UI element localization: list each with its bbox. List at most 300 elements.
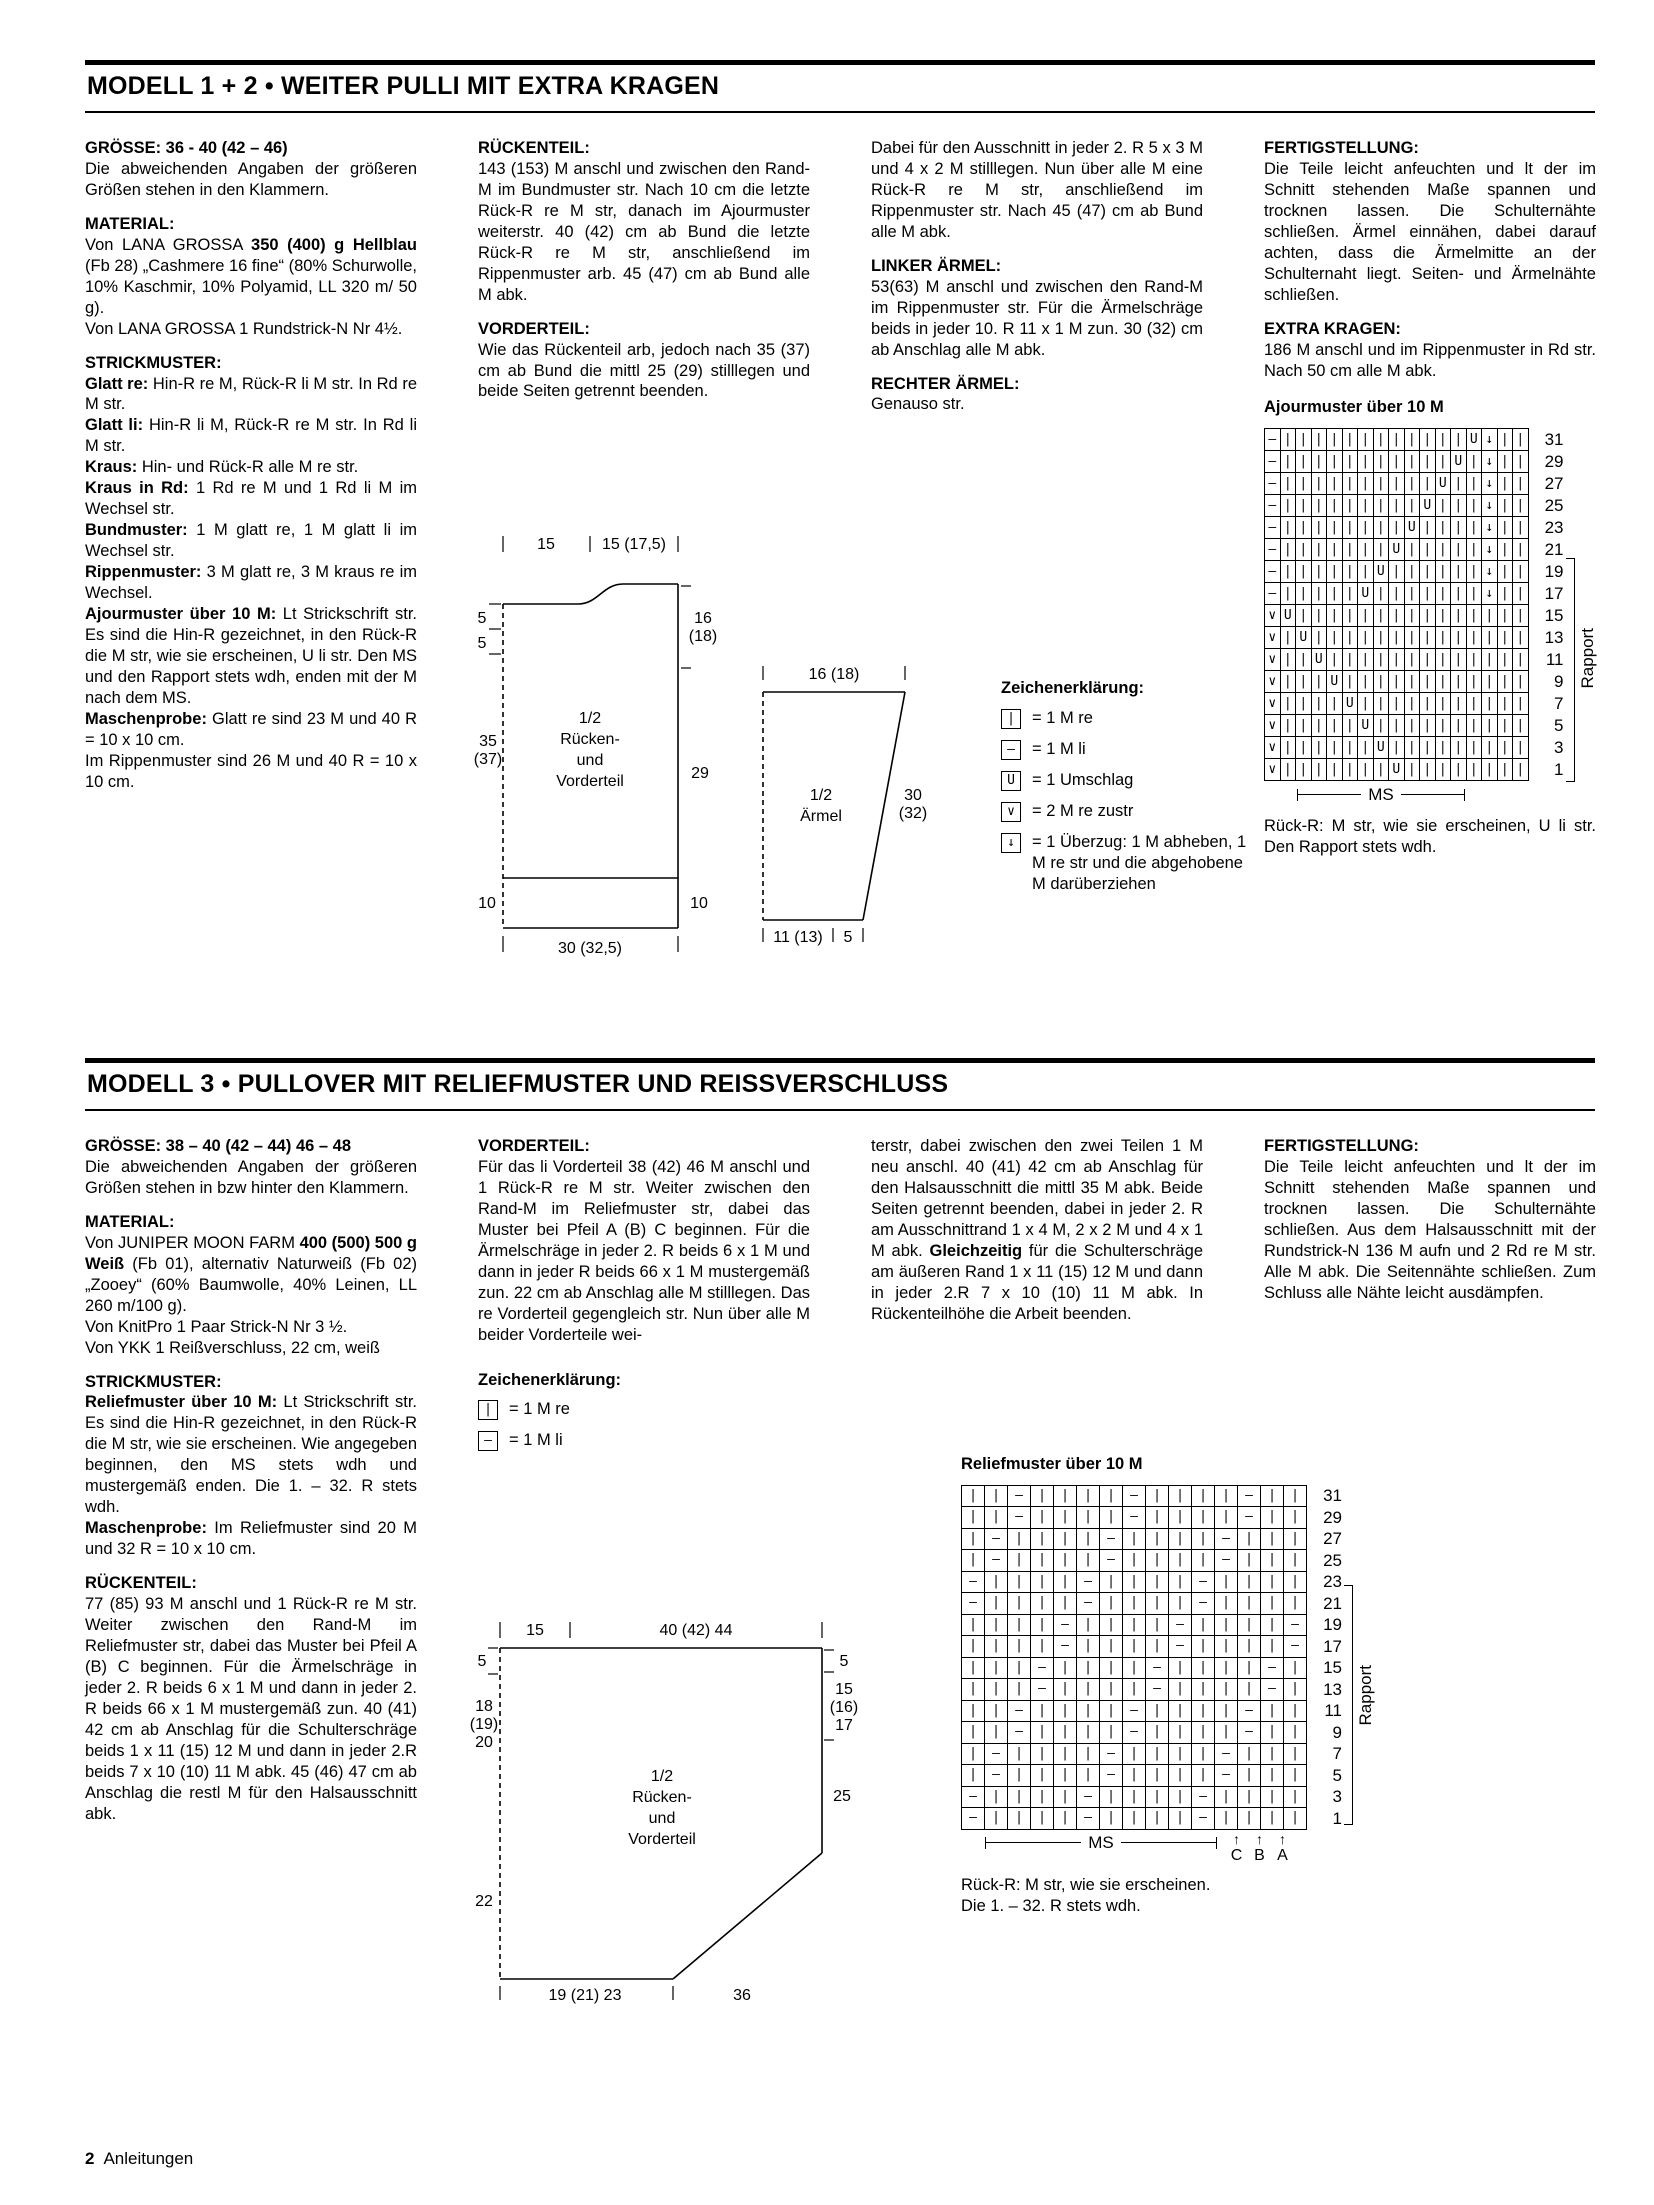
svg-text:Vorderteil: Vorderteil	[628, 1831, 696, 1848]
pattern-item: Maschenprobe: Im Reliefmuster sind 20 M und 32 R = 10 x 10 cm.	[85, 1519, 417, 1559]
chart-row-number: 25	[1323, 1550, 1342, 1570]
measure-left-low: 22	[475, 1893, 493, 1910]
chart-cell: |	[1283, 1657, 1307, 1680]
chart-row	[1264, 516, 1564, 539]
chart-cell: |	[1076, 1678, 1100, 1701]
chart-cell: |	[1481, 736, 1498, 759]
chart-row-number: 19	[1323, 1615, 1342, 1635]
chart-cell: |	[1122, 1571, 1146, 1594]
chart-cell: |	[961, 1743, 985, 1766]
chart-cell: U	[1388, 758, 1405, 781]
ms-bracket	[985, 1835, 1217, 1851]
size-start-arrows	[1225, 1832, 1294, 1865]
legend-item: – = 1 M li	[478, 1430, 810, 1451]
chart-cell: |	[1373, 648, 1390, 671]
ajour-chart	[1264, 428, 1596, 781]
chart-cell: |	[1030, 1614, 1054, 1637]
relief-chart	[961, 1485, 1391, 1830]
chart-cell: |	[1388, 714, 1405, 737]
chart-cell: |	[1512, 538, 1529, 561]
chart-cell: U	[1357, 714, 1374, 737]
chart-cell: |	[1280, 648, 1297, 671]
chart-cell: |	[1168, 1506, 1192, 1529]
chart-row-number: 7	[1554, 694, 1564, 714]
purl-stitch-symbol: –	[478, 1431, 498, 1451]
chart-cell: |	[1295, 494, 1312, 517]
knit2tog-symbol: ∨	[1001, 802, 1021, 822]
chart-cell: |	[1214, 1571, 1238, 1594]
chart-cell: |	[1283, 1528, 1307, 1551]
chart-cell: –	[1007, 1506, 1031, 1529]
chart-cell: |	[961, 1614, 985, 1637]
chart-row	[961, 1506, 1342, 1529]
chart-cell: |	[1283, 1506, 1307, 1529]
chart-cell: |	[1122, 1592, 1146, 1615]
chart-cell: |	[1295, 472, 1312, 495]
chart-cell: |	[1007, 1786, 1031, 1809]
chart-cell: –	[1264, 494, 1281, 517]
chart-cell: |	[1076, 1700, 1100, 1723]
ms-label: MS	[1368, 784, 1394, 804]
chart-cell: |	[1168, 1549, 1192, 1572]
chart-cell: |	[1260, 1743, 1284, 1766]
chart-row	[1264, 714, 1564, 737]
chart-cell: |	[1311, 604, 1328, 627]
chart-row-number: 9	[1554, 672, 1564, 692]
chart-cell: –	[1099, 1743, 1123, 1766]
svg-text:1/2: 1/2	[809, 787, 833, 804]
chart-cell: |	[1497, 604, 1514, 627]
chart-cell: ∨	[1264, 692, 1281, 715]
chart-cell: |	[1122, 1614, 1146, 1637]
chart-cell: |	[1466, 670, 1483, 693]
chart-cell: |	[1326, 450, 1343, 473]
start-arrow-a: ↑ A	[1277, 1830, 1288, 1865]
measure-right-upper-2: (18)	[688, 628, 718, 645]
chart-row-number: 1	[1554, 760, 1564, 780]
measure-left-2: (37)	[473, 751, 503, 768]
chart-cell: |	[1497, 758, 1514, 781]
chart-row-number: 31	[1323, 1486, 1342, 1506]
chart-cell: |	[1191, 1506, 1215, 1529]
chart-cell: |	[1357, 604, 1374, 627]
chart-cell: |	[1283, 1700, 1307, 1723]
chart-cell: –	[1122, 1721, 1146, 1744]
chart-cell: |	[1099, 1635, 1123, 1658]
chart-cell: |	[1466, 582, 1483, 605]
chart-cell: –	[1260, 1678, 1284, 1701]
legend-item: ∨ = 2 M re zustr	[1001, 801, 1259, 822]
chart-row-number: 23	[1323, 1572, 1342, 1592]
chart-cell: –	[1237, 1506, 1261, 1529]
chart-row	[1264, 670, 1564, 693]
chart-cell: |	[1237, 1635, 1261, 1658]
chart-cell: |	[1053, 1592, 1077, 1615]
chart-row	[1264, 692, 1564, 715]
chart-cell: |	[1283, 1592, 1307, 1615]
chart-cell: |	[1053, 1506, 1077, 1529]
svg-text:Rücken-: Rücken-	[632, 1789, 692, 1806]
chart-cell: |	[1512, 758, 1529, 781]
section-model-3	[85, 1058, 1595, 2078]
chart-cell: –	[1264, 450, 1281, 473]
rapport-bracket	[1342, 1485, 1375, 1830]
measure-bottom-1: 11 (13)	[773, 929, 823, 946]
rechter-aermel-heading: RECHTER ÄRMEL:	[871, 374, 1020, 393]
chart-cell: ∨	[1264, 670, 1281, 693]
chart-cell: |	[1342, 560, 1359, 583]
chart-cell: |	[984, 1635, 1008, 1658]
chart-cell: |	[1466, 604, 1483, 627]
chart-cell: |	[1466, 472, 1483, 495]
chart-cell: |	[1214, 1657, 1238, 1680]
chart-cell: |	[1280, 626, 1297, 649]
measure-right-lower: 29	[691, 765, 709, 782]
chart-cell: |	[1512, 582, 1529, 605]
chart-cell: |	[1419, 516, 1436, 539]
measure-bottom-1: 19 (21) 23	[548, 1987, 622, 2004]
chart-cell: |	[1497, 736, 1514, 759]
chart-cell: |	[1007, 1635, 1031, 1658]
chart-cell: |	[1122, 1528, 1146, 1551]
chart-cell: |	[1357, 736, 1374, 759]
chart-cell: |	[1260, 1721, 1284, 1744]
chart-cell: |	[1311, 670, 1328, 693]
chart-cell: |	[1404, 494, 1421, 517]
chart-cell: |	[1404, 670, 1421, 693]
gauge-extra: Im Rippenmuster sind 26 M und 40 R = 10 x 10 cm.	[85, 751, 417, 791]
chart-cell: |	[1419, 692, 1436, 715]
chart-cell: |	[1404, 538, 1421, 561]
chart-cell: |	[1237, 1764, 1261, 1787]
chart-cell: |	[1326, 714, 1343, 737]
chart-row-number: 23	[1544, 518, 1564, 538]
chart-cell: –	[961, 1592, 985, 1615]
chart-cell: |	[1357, 428, 1374, 451]
chart-cell: |	[1388, 516, 1405, 539]
chart-cell: |	[1466, 450, 1483, 473]
ajour-chart-title: Ajourmuster über 10 M	[1264, 398, 1444, 417]
chart-row-number: 25	[1544, 496, 1564, 516]
chart-cell: |	[1145, 1549, 1169, 1572]
measure-bottom-2: 36	[733, 1987, 751, 2004]
chart-row	[1264, 582, 1564, 605]
chart-cell: U	[1280, 604, 1297, 627]
chart-cell: |	[1007, 1571, 1031, 1594]
chart-cell: |	[1388, 494, 1405, 517]
chart-cell: ↓	[1481, 538, 1498, 561]
chart-cell: |	[1280, 670, 1297, 693]
chart-cell: |	[1122, 1764, 1146, 1787]
chart-cell: –	[1099, 1764, 1123, 1787]
chart-cell: |	[1007, 1614, 1031, 1637]
chart-cell: |	[1099, 1592, 1123, 1615]
chart-cell: |	[1168, 1571, 1192, 1594]
chart-cell: ↓	[1481, 494, 1498, 517]
schematic-body-model12	[473, 528, 733, 963]
ms-bracket-line	[1121, 1842, 1217, 1843]
chart-cell: |	[1099, 1786, 1123, 1809]
chart-cell: |	[1373, 758, 1390, 781]
chart-cell: |	[1497, 516, 1514, 539]
chart-cell: |	[1122, 1743, 1146, 1766]
chart-cell: |	[1260, 1592, 1284, 1615]
chart-cell: U	[1466, 428, 1483, 451]
chart-cell: |	[1435, 626, 1452, 649]
up-arrow-icon: ↑	[1233, 1830, 1240, 1847]
legend-item: ↓ = 1 Überzug: 1 M abheben, 1 M re str und die abgehobene M darüberziehen	[1001, 832, 1259, 895]
chart-cell: |	[1373, 472, 1390, 495]
chart-cell: |	[1466, 516, 1483, 539]
chart-cell: |	[1419, 472, 1436, 495]
chart-cell: |	[1497, 538, 1514, 561]
measure-left-2: (19)	[470, 1716, 499, 1733]
chart-cell: U	[1311, 648, 1328, 671]
chart-cell: |	[1191, 1635, 1215, 1658]
vorderteil-text: Wie das Rückenteil arb, jedoch nach 35 (37) cm ab Bund die mittl 25 (29) stilllegen und beide Seiten getrennt beenden.	[478, 340, 810, 401]
chart-cell: |	[1280, 472, 1297, 495]
chart-cell: –	[1264, 428, 1281, 451]
chart-cell: ↓	[1481, 472, 1498, 495]
chart-cell: –	[1122, 1506, 1146, 1529]
chart-cell: |	[1280, 582, 1297, 605]
rueckenteil-text: 77 (85) 93 M anschl und 1 Rück-R re M str. Weiter zwischen den Rand-M im Reliefmuster str, dabei das Muster bei Pfeil A (B) C beginnen. Für die Ärmelschräge in jeder 2. R beids 6 x 1 M und dann in jeder 2. R beids 66 x 1 M mustergemäß zun. 40 (41) 42 cm ab Anschlag für die Schulterschräge beids 1 x 11 (15) 12 M und dann in jeder 2.R beids 7 x 10 (10) 11 M abk. 45 (46) 47 cm ab Anschlag die restl M für den Halsausschnitt abk.	[85, 1595, 417, 1823]
chart-cell: |	[1007, 1549, 1031, 1572]
chart-cell: |	[1030, 1743, 1054, 1766]
relief-chart-grid	[961, 1485, 1342, 1830]
measure-bottom: 30 (32,5)	[557, 940, 623, 957]
chart-cell: |	[1357, 626, 1374, 649]
chart-cell: |	[1512, 736, 1529, 759]
chart-cell: |	[1053, 1657, 1077, 1680]
chart-cell: –	[1122, 1700, 1146, 1723]
chart-cell: |	[1357, 494, 1374, 517]
chart-cell: |	[1450, 648, 1467, 671]
chart-cell: |	[1283, 1678, 1307, 1701]
chart-row-number: 29	[1544, 452, 1564, 472]
chart-cell: |	[1295, 560, 1312, 583]
vorderteil-continuation: terstr, dabei zwischen den zwei Teilen 1 M neu anschl. 40 (41) 42 cm ab Anschlag für den Halsausschnitt die mittl 35 M abk. Beide Seiten getrennt beenden, dabei in jeder 2. R am Ausschnittrand 1 x 4 M, 2 x 2 M und 4 x 1 M abk. Gleichzeitig für die Schulterschräge am äußeren Rand 1 x 11 (15) 12 M und dann in jeder 2.R 7 x 10 (10) 11 M abk. In Rückenteilhöhe die Arbeit beenden.	[871, 1137, 1203, 1323]
chart-cell: |	[1357, 692, 1374, 715]
chart-row	[1264, 736, 1564, 759]
piece-label	[628, 1768, 696, 1848]
chart-cell: |	[961, 1528, 985, 1551]
ajour-chart-block	[1264, 397, 1596, 858]
chart-cell: |	[1481, 758, 1498, 781]
chart-cell: |	[1191, 1678, 1215, 1701]
chart-cell: |	[1295, 450, 1312, 473]
chart-row-number: 21	[1323, 1593, 1342, 1613]
chart-row-number: 21	[1544, 540, 1564, 560]
rueckenteil-heading: RÜCKENTEIL:	[478, 139, 590, 157]
chart-cell: |	[1237, 1549, 1261, 1572]
extra-kragen-text: 186 M anschl und im Rippenmuster in Rd str. Nach 50 cm alle M abk.	[1264, 340, 1596, 380]
chart-cell: |	[1450, 670, 1467, 693]
chart-cell: |	[1404, 758, 1421, 781]
column-1	[85, 1136, 417, 1825]
chart-cell: |	[1237, 1592, 1261, 1615]
chart-cell: |	[1512, 494, 1529, 517]
strickmuster-heading: STRICKMUSTER:	[85, 353, 222, 372]
chart-cell: |	[1481, 626, 1498, 649]
chart-cell: |	[1373, 604, 1390, 627]
right-measure-ticks	[681, 586, 691, 668]
chart-cell: |	[1435, 692, 1452, 715]
chart-cell: |	[1311, 516, 1328, 539]
measure-right-3: 17	[835, 1717, 853, 1734]
chart-cell: U	[1435, 472, 1452, 495]
measure-left-3: 20	[475, 1734, 493, 1751]
chart-cell: |	[1260, 1506, 1284, 1529]
chart-cell: |	[1326, 538, 1343, 561]
chart-cell: U	[1419, 494, 1436, 517]
chart-row	[1264, 494, 1564, 517]
chart-cell: |	[1053, 1571, 1077, 1594]
vorderteil-heading: VORDERTEIL:	[478, 1137, 590, 1155]
chart-row	[961, 1635, 1342, 1658]
chart-cell: |	[1481, 604, 1498, 627]
chart-cell: U	[1326, 670, 1343, 693]
linker-aermel-text: 53(63) M anschl und zwischen den Rand-M im Rippenmuster str. Für die Ärmelschräge beids in jeder 10. R 11 x 1 M zun. 30 (32) cm ab Anschlag alle M abk.	[871, 277, 1203, 359]
slip-pass-over-symbol: ↓	[1001, 833, 1021, 853]
chart-row-number: 15	[1323, 1658, 1342, 1678]
chart-cell: |	[1099, 1657, 1123, 1680]
chart-cell: |	[1497, 670, 1514, 693]
chart-cell: |	[1168, 1700, 1192, 1723]
chart-cell: |	[961, 1678, 985, 1701]
chart-cell: –	[1264, 472, 1281, 495]
chart-cell: |	[1007, 1592, 1031, 1615]
pattern-item: Glatt li: Hin-R li M, Rück-R re M str. In Rd li M str.	[85, 416, 417, 456]
chart-cell: –	[984, 1549, 1008, 1572]
measure-right-low: 25	[833, 1788, 851, 1805]
chart-row-number: 27	[1544, 474, 1564, 494]
chart-cell: |	[1237, 1807, 1261, 1830]
chart-cell: |	[1145, 1571, 1169, 1594]
chart-cell: |	[1311, 626, 1328, 649]
chart-cell: |	[1030, 1571, 1054, 1594]
chart-cell: |	[1512, 670, 1529, 693]
chart-cell: |	[1260, 1485, 1284, 1508]
chart-cell: |	[1450, 714, 1467, 737]
ms-bracket	[1297, 786, 1465, 802]
chart-cell: ↓	[1481, 582, 1498, 605]
chart-cell: |	[1326, 428, 1343, 451]
piece-label	[556, 710, 624, 790]
chart-cell: |	[1030, 1721, 1054, 1744]
chart-cell: |	[1419, 428, 1436, 451]
chart-cell: –	[1191, 1571, 1215, 1594]
vorderteil-continuation: Dabei für den Ausschnitt in jeder 2. R 5 x 3 M und 4 x 2 M stilllegen. Nun über alle M eine Rück-R re M str, anschließend im Rippenmuster str. Nach 45 (47) cm ab Bund alle M abk.	[871, 139, 1203, 241]
chart-cell: ↓	[1481, 450, 1498, 473]
chart-cell: |	[984, 1657, 1008, 1680]
chart-cell: |	[1007, 1528, 1031, 1551]
chart-cell: |	[1512, 604, 1529, 627]
chart-cell: |	[1007, 1764, 1031, 1787]
pattern-item: Kraus: Hin- und Rück-R alle M re str.	[85, 458, 359, 477]
measure-neck-5a: 5	[477, 610, 487, 627]
chart-cell: |	[1497, 428, 1514, 451]
chart-cell: |	[1450, 604, 1467, 627]
chart-cell: U	[1373, 736, 1390, 759]
pattern-item: Maschenprobe: Glatt re sind 23 M und 40 R = 10 x 10 cm.	[85, 709, 417, 749]
chart-cell: |	[1404, 714, 1421, 737]
chart-cell: |	[984, 1506, 1008, 1529]
chart-cell: |	[984, 1807, 1008, 1830]
chart-cell: |	[1295, 736, 1312, 759]
ms-bracket-line	[985, 1842, 1081, 1843]
chart-cell: |	[1283, 1485, 1307, 1508]
column-2	[478, 138, 810, 402]
chart-cell: –	[961, 1571, 985, 1594]
chart-cell: |	[1357, 516, 1374, 539]
pattern-item: Glatt re: Hin-R re M, Rück-R li M str. In Rd re M str.	[85, 374, 417, 414]
chart-row-number: 1	[1332, 1808, 1342, 1828]
chart-cell: |	[1497, 560, 1514, 583]
chart-cell: |	[1214, 1786, 1238, 1809]
chart-cell: |	[1145, 1592, 1169, 1615]
chart-cell: |	[1450, 758, 1467, 781]
chart-cell: |	[1145, 1700, 1169, 1723]
chart-row-number: 17	[1544, 584, 1564, 604]
chart-cell: |	[1168, 1721, 1192, 1744]
section-title: MODELL 1 + 2 • WEITER PULLI MIT EXTRA KRAGEN	[85, 60, 1595, 113]
chart-cell: |	[961, 1485, 985, 1508]
chart-cell: |	[1404, 472, 1421, 495]
chart-cell: |	[1497, 626, 1514, 649]
rapport-label: Rapport	[1577, 628, 1597, 689]
measure-top-right: 40 (42) 44	[659, 1622, 733, 1639]
chart-cell: |	[1373, 626, 1390, 649]
chart-cell: |	[1481, 692, 1498, 715]
chart-cell: |	[1404, 736, 1421, 759]
chart-cell: |	[1326, 560, 1343, 583]
rapport-label: Rapport	[1356, 1664, 1375, 1726]
chart-cell: |	[1466, 758, 1483, 781]
schematic-sleeve-model12	[743, 660, 933, 960]
chart-cell: |	[1435, 516, 1452, 539]
legend-model12	[1001, 678, 1259, 905]
chart-cell: |	[1295, 670, 1312, 693]
chart-cell: |	[1404, 450, 1421, 473]
chart-cell: |	[1311, 714, 1328, 737]
chart-row-number: 9	[1332, 1722, 1342, 1742]
left-neck-ticks	[489, 604, 501, 654]
chart-cell: |	[1404, 560, 1421, 583]
measure-top: 16 (18)	[808, 666, 860, 683]
chart-cell: |	[1214, 1506, 1238, 1529]
chart-cell: |	[1099, 1721, 1123, 1744]
ms-bracket-line	[1297, 794, 1361, 795]
chart-cell: |	[1191, 1549, 1215, 1572]
chart-row	[961, 1700, 1342, 1723]
chart-row-number: 27	[1323, 1529, 1342, 1549]
chart-cell: |	[1497, 582, 1514, 605]
measure-right-1: 15	[835, 1681, 853, 1698]
chart-cell: –	[961, 1807, 985, 1830]
chart-cell: |	[1280, 692, 1297, 715]
chart-row-number: 3	[1332, 1787, 1342, 1807]
chart-cell: |	[1512, 516, 1529, 539]
measure-right-2: (32)	[898, 805, 928, 822]
chart-cell: |	[1388, 626, 1405, 649]
chart-cell: |	[1237, 1571, 1261, 1594]
legend-title: Zeichenerklärung:	[1001, 679, 1145, 697]
rueckenteil-heading: RÜCKENTEIL:	[85, 1574, 197, 1593]
chart-cell: |	[1311, 450, 1328, 473]
legend-item: | = 1 M re	[1001, 708, 1259, 729]
chart-cell: |	[1342, 494, 1359, 517]
